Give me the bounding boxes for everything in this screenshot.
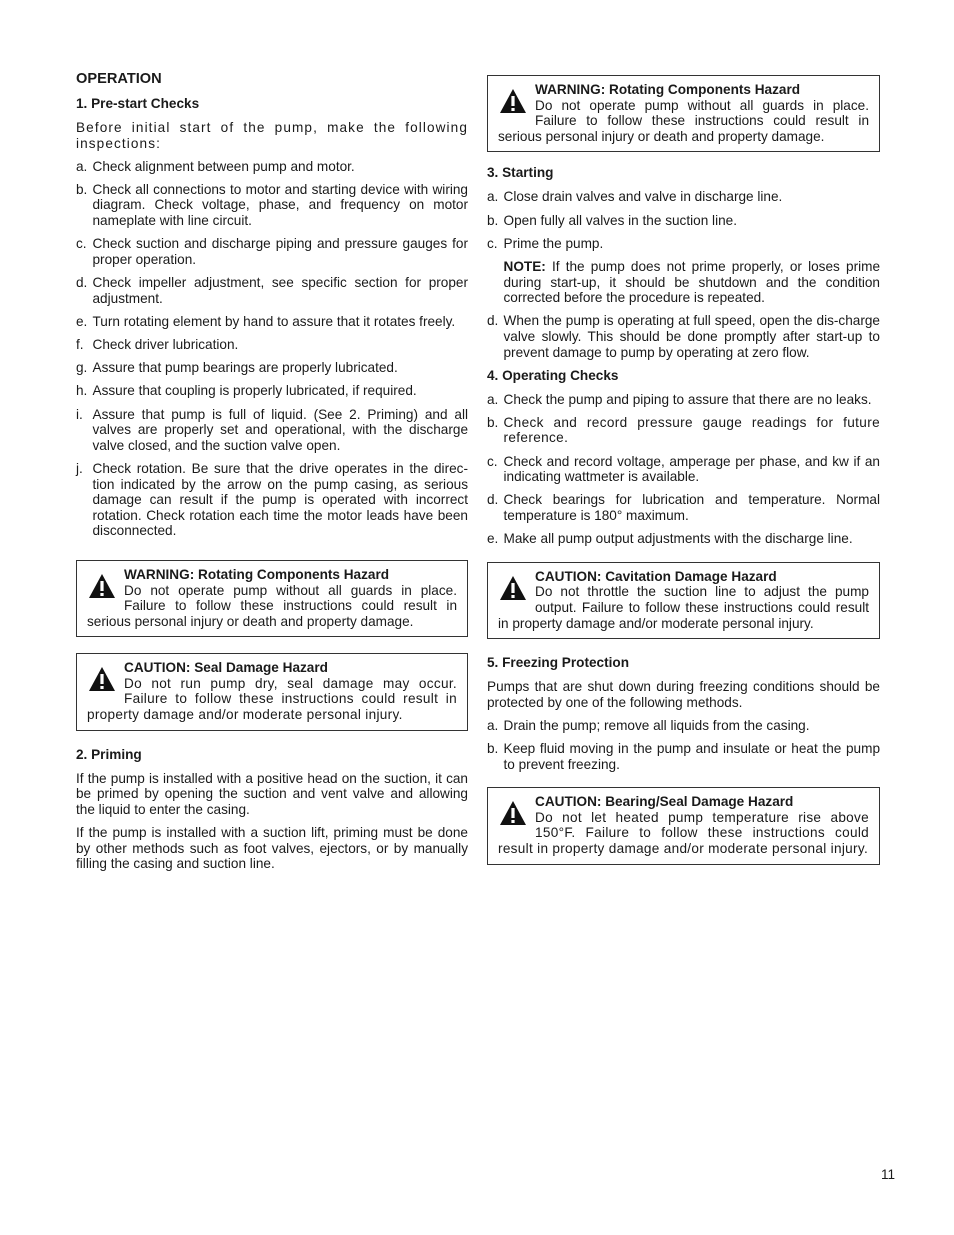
list-item — [487, 454, 880, 485]
priming-paragraph: If the pump is installed with a suction lift, priming must be done by other methods such as foot valves, ejectors, or by manually filling the casing and suction line. — [76, 824, 468, 872]
list-item — [487, 392, 880, 408]
list-letter: b. — [487, 414, 499, 430]
list-letter: d. — [487, 492, 499, 508]
list-text: Assure that pump is full of liquid. (See 2. Priming) and all valves are properly set and operational, with the discharge valve closed, and the suction valve open. — [92, 406, 468, 453]
caution-title: CAUTION: Seal Damage Hazard — [124, 660, 328, 676]
list-letter: c. — [487, 235, 498, 251]
note-text: If the pump does not prime properly, or loses prime during start-up, it should be shutdown and the condition corrected before the procedure is repeated. — [503, 258, 880, 306]
subheading-operating-checks: 4. Operating Checks — [487, 367, 619, 383]
list-text: Check impeller adjustment, see specific section for proper adjustment. — [92, 275, 468, 306]
list-text: Check the pump and piping to assure that there are no leaks. — [503, 391, 872, 407]
list-item — [76, 236, 468, 267]
list-item — [487, 189, 880, 205]
list-text: Check rotation. Be sure that the drive operates in the direc-tion indicated by the arrow on the pump casing, as serious damage can result if the pump is operated with incorrect rotation. Check rotation each time the motor leads have been disconnected. — [92, 460, 468, 539]
subheading-priming: 2. Priming — [76, 746, 142, 762]
list-letter: a. — [487, 391, 499, 407]
list-item — [487, 492, 880, 523]
list-text: Check suction and discharge piping and pressure gauges for proper operation. — [92, 236, 468, 267]
warning-body: Do not operate pump without all guards in place. Failure to follow these instructions could result in serious personal injury or death and property damage. — [87, 582, 457, 629]
list-letter: h. — [76, 383, 88, 399]
warning-title: WARNING: Rotating Components Hazard — [124, 566, 390, 582]
list-item — [76, 360, 468, 376]
list-letter: b. — [487, 212, 499, 228]
list-text: Check bearings for lubrication and temperature. Normal temperature is 180° maximum. — [503, 492, 880, 524]
list-letter: c. — [76, 236, 87, 252]
note-label: NOTE: — [503, 258, 546, 274]
list-item — [76, 407, 468, 454]
warning-box-rotating-components — [487, 75, 880, 152]
list-item — [76, 159, 468, 175]
warning-box-rotating-components — [76, 560, 468, 637]
list-text: Drain the pump; remove all liquids from the casing. — [503, 717, 810, 733]
caution-box-seal-damage — [76, 653, 468, 730]
list-letter: d. — [76, 275, 88, 291]
starting-note — [504, 259, 881, 306]
list-letter: e. — [76, 313, 88, 329]
list-letter: c. — [487, 453, 498, 469]
list-letter: i. — [76, 406, 83, 422]
list-letter: a. — [487, 717, 499, 733]
left-column — [76, 70, 468, 879]
list-text: Make all pump output adjustments with the discharge line. — [503, 531, 853, 547]
caution-body: Do not throttle the suction line to adjust the pump output. Failure to follow these instructions could result in property damage and/or moderate personal injury. — [498, 584, 869, 631]
list-item — [76, 383, 468, 399]
list-text: Check all connections to motor and starting device with wiring diagram. Check voltage, phase, and frequency on motor nameplate with line circuit. — [92, 181, 468, 229]
list-item — [487, 718, 880, 734]
list-text: Close drain valves and valve in discharge line. — [503, 189, 783, 205]
section-heading-operation: OPERATION — [76, 71, 162, 87]
list-text: Check alignment between pump and motor. — [92, 158, 355, 174]
right-column — [487, 75, 880, 881]
list-item — [76, 337, 468, 353]
page-number: 11 — [881, 1167, 896, 1182]
list-text: When the pump is operating at full speed, open the dis-charge valve slowly. This should be done promptly after start-up to prevent damage to pump by operating at zero flow. — [503, 313, 880, 360]
list-letter: j. — [76, 460, 83, 476]
list-text: Prime the pump. — [503, 235, 604, 251]
list-text: Assure that pump bearings are properly lubricated. — [92, 360, 398, 376]
list-letter: a. — [76, 158, 88, 174]
caution-box-cavitation-damage — [487, 562, 880, 639]
pre-start-intro: Before initial start of the pump, make the following inspections: — [76, 120, 468, 151]
warning-title: WARNING: Rotating Components Hazard — [535, 82, 801, 97]
subheading-starting: 3. Starting — [487, 165, 554, 181]
list-text: Turn rotating element by hand to assure that it rotates freely. — [92, 313, 456, 329]
list-item — [76, 182, 468, 229]
freezing-intro: Pumps that are shut down during freezing conditions should be protected by one of the following methods. — [487, 679, 880, 710]
list-item — [487, 236, 880, 252]
list-letter: e. — [487, 531, 499, 547]
list-letter: a. — [487, 189, 499, 205]
list-item — [487, 415, 880, 446]
list-item — [487, 531, 880, 547]
warning-triangle-icon — [499, 800, 527, 826]
list-letter: d. — [487, 313, 499, 329]
subheading-pre-start-checks: 1. Pre-start Checks — [76, 96, 200, 111]
subheading-freezing-protection: 5. Freezing Protection — [487, 655, 630, 671]
list-text: Keep fluid moving in the pump and insulate or heat the pump to prevent freezing. — [503, 741, 880, 772]
warning-body: Do not operate pump without all guards in place. Failure to follow these instructions could result in serious personal injury or death and property damage. — [498, 97, 869, 144]
caution-body: Do not run pump dry, seal damage may occur. Failure to follow these instructions could result in property damage and/or moderate personal injury. — [87, 675, 457, 723]
list-letter: b. — [76, 181, 88, 197]
warning-triangle-icon — [88, 573, 116, 599]
warning-triangle-icon — [499, 88, 527, 114]
list-text: Check and record pressure gauge readings for future reference. — [503, 414, 880, 446]
caution-body: Do not let heated pump temperature rise above 150°F. Failure to follow these instructions could result in property damage and/or moderate personal injury. — [498, 809, 869, 857]
list-item — [76, 314, 468, 330]
list-item — [487, 741, 880, 772]
list-text: Check driver lubrication. — [92, 337, 239, 352]
list-letter: g. — [76, 360, 88, 376]
list-item — [487, 213, 880, 229]
list-text: Assure that coupling is properly lubricated, if required. — [92, 383, 417, 399]
list-text: Open fully all valves in the suction line. — [503, 212, 737, 228]
warning-triangle-icon — [88, 666, 116, 692]
caution-title: CAUTION: Cavitation Damage Hazard — [535, 568, 777, 584]
list-item — [76, 461, 468, 539]
list-item — [487, 313, 880, 360]
list-item — [76, 275, 468, 306]
list-letter: b. — [487, 741, 499, 757]
warning-triangle-icon — [499, 575, 527, 601]
priming-paragraph: If the pump is installed with a positive head on the suction, it can be primed by opening the suction and vent valve and allowing the liquid to enter the casing. — [76, 770, 468, 817]
list-letter: f. — [76, 337, 84, 352]
list-text: Check and record voltage, amperage per phase, and kw if an indicating wattmeter is available. — [503, 453, 880, 485]
caution-title: CAUTION: Bearing/Seal Damage Hazard — [535, 794, 794, 810]
caution-box-bearing-seal-damage — [487, 787, 880, 864]
